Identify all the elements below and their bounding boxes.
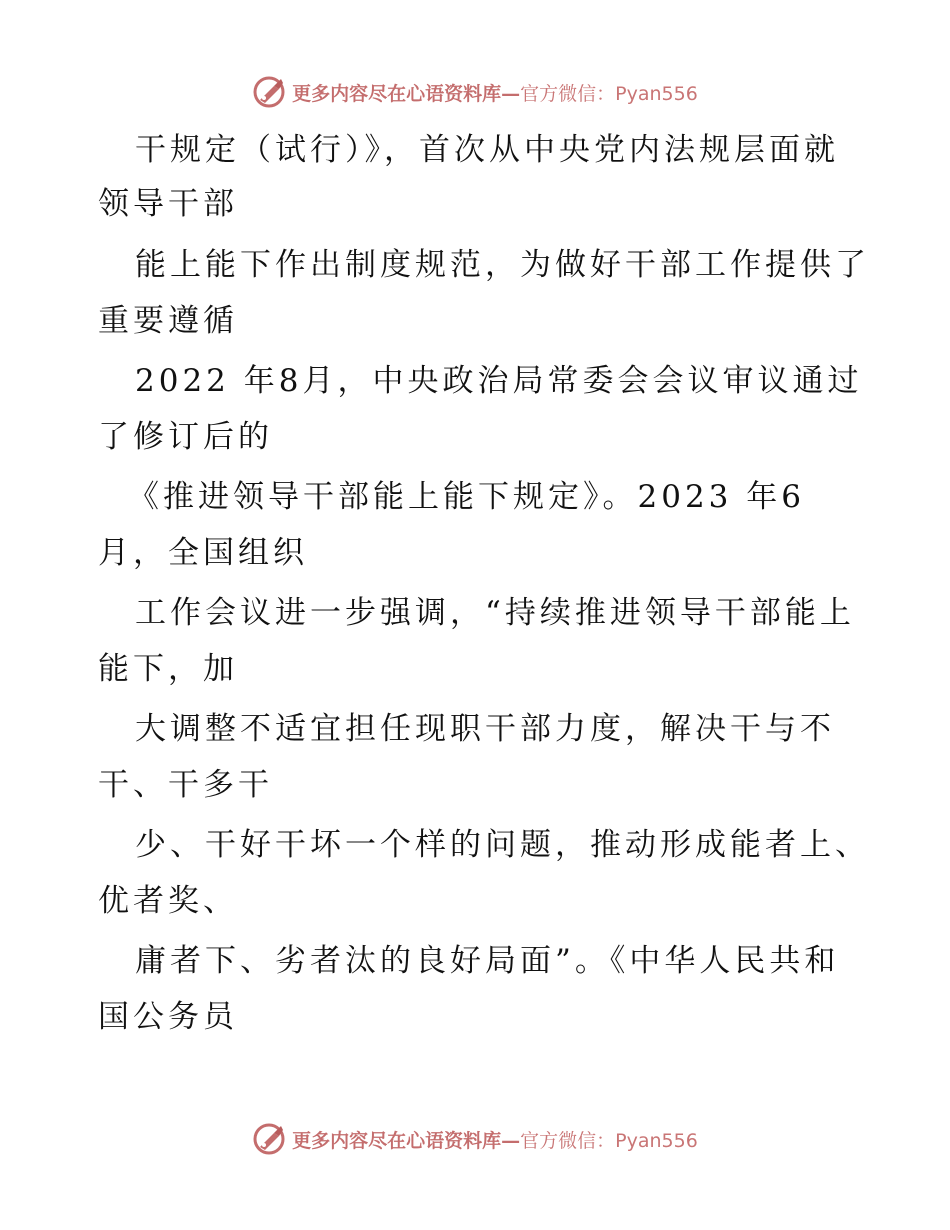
text-line: 重要遵循 (98, 303, 238, 339)
watermark-site: 更多内容尽在心语资料库 (292, 1129, 502, 1152)
watermark-dash: — (501, 82, 521, 105)
text-line: 了修订后的 (98, 419, 273, 455)
watermark-text (292, 79, 698, 106)
text-line: 干、干多干 (98, 767, 273, 803)
text-line: 大调整不适宜担任现职干部力度，解决干与不 (135, 711, 835, 747)
watermark-dash: — (501, 1129, 521, 1152)
watermark-wechat: 官方微信：Pyan556 (520, 82, 698, 105)
text-line: 能下，加 (98, 651, 238, 687)
text-line: 庸者下、劣者汰的良好局面”。《中华人民共和 (135, 943, 840, 979)
text-line: 干规定（试行）》，首次从中央党内法规层面就 (135, 132, 839, 168)
watermark-site: 更多内容尽在心语资料库 (292, 82, 502, 105)
pen-logo-icon (252, 74, 288, 110)
footer-watermark (0, 1117, 950, 1161)
text-line: 少、干好干坏一个样的问题，推动形成能者上、 (135, 827, 870, 863)
text-line: 《推进领导干部能上能下规定》。2023 年6 (128, 479, 805, 515)
text-line: 优者奖、 (98, 883, 238, 919)
text-line: 国公务员 (98, 999, 238, 1035)
pen-logo-icon (252, 1121, 288, 1157)
watermark-wechat: 官方微信：Pyan556 (520, 1129, 698, 1152)
header-watermark (0, 70, 950, 114)
text-line: 能上能下作出制度规范，为做好干部工作提供了 (135, 247, 870, 283)
text-line: 2022 年8月，中央政治局常委会会议审议通过 (135, 363, 863, 399)
text-line: 工作会议进一步强调，“持续推进领导干部能上 (135, 595, 855, 631)
watermark-text (292, 1126, 698, 1153)
text-line: 领导干部 (98, 186, 238, 222)
text-line: 月，全国组织 (98, 535, 308, 571)
